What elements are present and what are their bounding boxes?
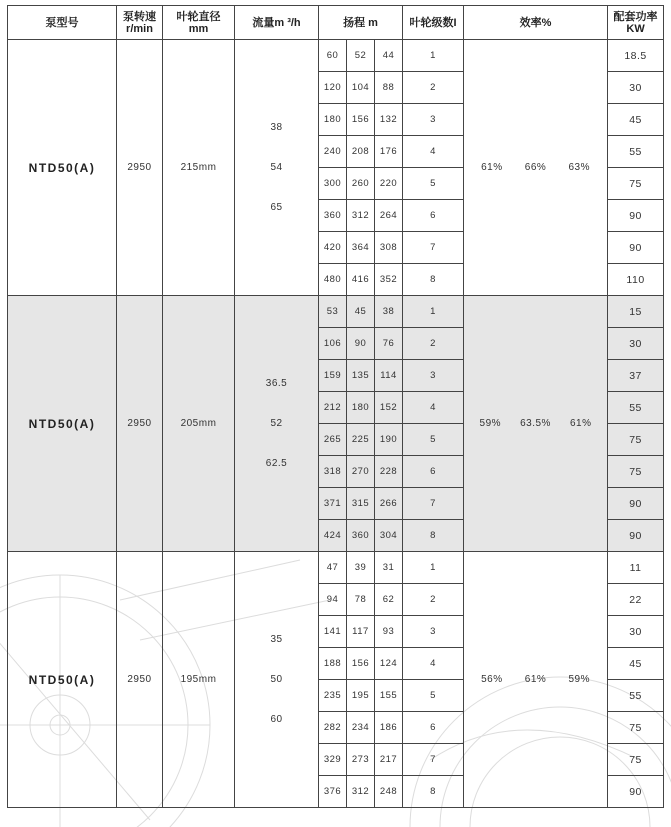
head-value: 124 xyxy=(375,648,403,680)
diameter-cell: 215mm xyxy=(163,40,235,296)
head-value: 52 xyxy=(347,40,375,72)
head-value: 117 xyxy=(347,616,375,648)
table-row xyxy=(8,296,664,328)
power-value: 75 xyxy=(608,712,664,744)
head-value: 88 xyxy=(375,72,403,104)
stage-value: 8 xyxy=(403,520,464,552)
power-value: 90 xyxy=(608,520,664,552)
speed-cell: 2950 xyxy=(117,40,163,296)
head-value: 180 xyxy=(347,392,375,424)
power-value: 11 xyxy=(608,552,664,584)
head-value: 228 xyxy=(375,456,403,488)
power-value: 90 xyxy=(608,200,664,232)
head-value: 315 xyxy=(347,488,375,520)
power-value: 55 xyxy=(608,136,664,168)
head-value: 53 xyxy=(319,296,347,328)
power-value: 75 xyxy=(608,424,664,456)
efficiency-value: 63% xyxy=(568,162,590,173)
head-value: 60 xyxy=(319,40,347,72)
table-header-row xyxy=(8,6,664,40)
head-value: 190 xyxy=(375,424,403,456)
head-value: 156 xyxy=(347,104,375,136)
stage-value: 7 xyxy=(403,488,464,520)
efficiency-value: 66% xyxy=(524,162,547,173)
power-value: 55 xyxy=(608,392,664,424)
head-value: 78 xyxy=(347,584,375,616)
stage-value: 7 xyxy=(403,744,464,776)
head-value: 180 xyxy=(319,104,347,136)
table-row xyxy=(8,40,664,72)
head-value: 304 xyxy=(375,520,403,552)
head-value: 364 xyxy=(347,232,375,264)
head-value: 248 xyxy=(375,776,403,808)
flow-cell xyxy=(235,552,319,808)
stage-value: 1 xyxy=(403,40,464,72)
header-efficiency: 效率% xyxy=(464,6,608,40)
flow-value: 60 xyxy=(270,713,283,725)
efficiency-value: 61% xyxy=(524,674,547,685)
head-value: 132 xyxy=(375,104,403,136)
diameter-cell: 205mm xyxy=(163,296,235,552)
head-value: 480 xyxy=(319,264,347,296)
head-value: 300 xyxy=(319,168,347,200)
head-value: 156 xyxy=(347,648,375,680)
flow-value: 54 xyxy=(270,161,283,173)
head-value: 120 xyxy=(319,72,347,104)
stage-value: 2 xyxy=(403,584,464,616)
stage-value: 4 xyxy=(403,392,464,424)
head-value: 155 xyxy=(375,680,403,712)
head-value: 352 xyxy=(375,264,403,296)
head-value: 376 xyxy=(319,776,347,808)
flow-cell xyxy=(235,296,319,552)
head-value: 39 xyxy=(347,552,375,584)
head-value: 220 xyxy=(375,168,403,200)
head-value: 76 xyxy=(375,328,403,360)
speed-cell: 2950 xyxy=(117,296,163,552)
head-value: 31 xyxy=(375,552,403,584)
stage-value: 5 xyxy=(403,680,464,712)
power-value: 90 xyxy=(608,776,664,808)
head-value: 44 xyxy=(375,40,403,72)
stage-value: 4 xyxy=(403,136,464,168)
head-value: 318 xyxy=(319,456,347,488)
flow-value: 38 xyxy=(270,121,283,133)
flow-value: 62.5 xyxy=(265,457,288,469)
head-value: 235 xyxy=(319,680,347,712)
power-value: 45 xyxy=(608,104,664,136)
efficiency-value: 56% xyxy=(481,674,503,685)
head-value: 312 xyxy=(347,776,375,808)
stage-value: 6 xyxy=(403,200,464,232)
head-value: 114 xyxy=(375,360,403,392)
flow-value: 36.5 xyxy=(265,377,288,389)
power-value: 30 xyxy=(608,328,664,360)
head-value: 234 xyxy=(347,712,375,744)
stage-value: 2 xyxy=(403,328,464,360)
head-value: 38 xyxy=(375,296,403,328)
pump-performance-table xyxy=(7,5,664,808)
model-cell: NTD50(A) xyxy=(8,40,117,296)
efficiency-value: 61% xyxy=(569,418,592,429)
stage-value: 5 xyxy=(403,424,464,456)
head-value: 225 xyxy=(347,424,375,456)
head-value: 135 xyxy=(347,360,375,392)
head-value: 212 xyxy=(319,392,347,424)
head-value: 195 xyxy=(347,680,375,712)
efficiency-value: 59% xyxy=(479,418,502,429)
stage-value: 7 xyxy=(403,232,464,264)
stage-value: 5 xyxy=(403,168,464,200)
stage-value: 6 xyxy=(403,712,464,744)
stage-value: 6 xyxy=(403,456,464,488)
head-value: 186 xyxy=(375,712,403,744)
power-value: 18.5 xyxy=(608,40,664,72)
power-value: 55 xyxy=(608,680,664,712)
head-value: 308 xyxy=(375,232,403,264)
head-value: 104 xyxy=(347,72,375,104)
head-value: 176 xyxy=(375,136,403,168)
head-value: 106 xyxy=(319,328,347,360)
head-value: 208 xyxy=(347,136,375,168)
head-value: 312 xyxy=(347,200,375,232)
head-value: 159 xyxy=(319,360,347,392)
head-value: 94 xyxy=(319,584,347,616)
flow-value: 65 xyxy=(270,201,283,213)
head-value: 360 xyxy=(319,200,347,232)
table-body xyxy=(8,40,664,808)
head-value: 265 xyxy=(319,424,347,456)
efficiency-cell xyxy=(464,296,608,552)
header-head: 扬程 m xyxy=(319,6,403,40)
head-value: 240 xyxy=(319,136,347,168)
header-impeller-diameter: 叶轮直径 mm xyxy=(163,6,235,40)
head-value: 152 xyxy=(375,392,403,424)
head-value: 266 xyxy=(375,488,403,520)
power-value: 75 xyxy=(608,744,664,776)
stage-value: 8 xyxy=(403,776,464,808)
head-value: 90 xyxy=(347,328,375,360)
head-value: 371 xyxy=(319,488,347,520)
power-value: 30 xyxy=(608,72,664,104)
flow-value: 35 xyxy=(270,633,283,645)
head-value: 47 xyxy=(319,552,347,584)
stage-value: 8 xyxy=(403,264,464,296)
head-value: 416 xyxy=(347,264,375,296)
head-value: 141 xyxy=(319,616,347,648)
efficiency-value: 61% xyxy=(481,162,503,173)
head-value: 260 xyxy=(347,168,375,200)
flow-cell xyxy=(235,40,319,296)
header-flow: 流量m ³/h xyxy=(235,6,319,40)
power-value: 75 xyxy=(608,456,664,488)
power-value: 15 xyxy=(608,296,664,328)
model-cell: NTD50(A) xyxy=(8,552,117,808)
model-cell: NTD50(A) xyxy=(8,296,117,552)
head-value: 45 xyxy=(347,296,375,328)
flow-value: 52 xyxy=(270,417,283,429)
efficiency-cell xyxy=(464,552,608,808)
head-value: 62 xyxy=(375,584,403,616)
stage-value: 3 xyxy=(403,616,464,648)
head-value: 270 xyxy=(347,456,375,488)
head-value: 264 xyxy=(375,200,403,232)
head-value: 93 xyxy=(375,616,403,648)
header-power: 配套功率 KW xyxy=(608,6,664,40)
power-value: 90 xyxy=(608,488,664,520)
diameter-cell: 195mm xyxy=(163,552,235,808)
table-row xyxy=(8,552,664,584)
head-value: 360 xyxy=(347,520,375,552)
stage-value: 3 xyxy=(403,360,464,392)
power-value: 37 xyxy=(608,360,664,392)
power-value: 110 xyxy=(608,264,664,296)
power-value: 22 xyxy=(608,584,664,616)
header-stages: 叶轮级数I xyxy=(403,6,464,40)
power-value: 75 xyxy=(608,168,664,200)
stage-value: 2 xyxy=(403,72,464,104)
header-model: 泵型号 xyxy=(8,6,117,40)
power-value: 45 xyxy=(608,648,664,680)
speed-cell: 2950 xyxy=(117,552,163,808)
head-value: 420 xyxy=(319,232,347,264)
efficiency-cell xyxy=(464,40,608,296)
head-value: 282 xyxy=(319,712,347,744)
stage-value: 1 xyxy=(403,296,464,328)
power-value: 30 xyxy=(608,616,664,648)
stage-value: 1 xyxy=(403,552,464,584)
head-value: 188 xyxy=(319,648,347,680)
efficiency-value: 63.5% xyxy=(520,418,551,429)
efficiency-value: 59% xyxy=(568,674,590,685)
header-speed: 泵转速 r/min xyxy=(117,6,163,40)
head-value: 217 xyxy=(375,744,403,776)
stage-value: 4 xyxy=(403,648,464,680)
head-value: 329 xyxy=(319,744,347,776)
head-value: 273 xyxy=(347,744,375,776)
stage-value: 3 xyxy=(403,104,464,136)
head-value: 424 xyxy=(319,520,347,552)
flow-value: 50 xyxy=(270,673,283,685)
power-value: 90 xyxy=(608,232,664,264)
